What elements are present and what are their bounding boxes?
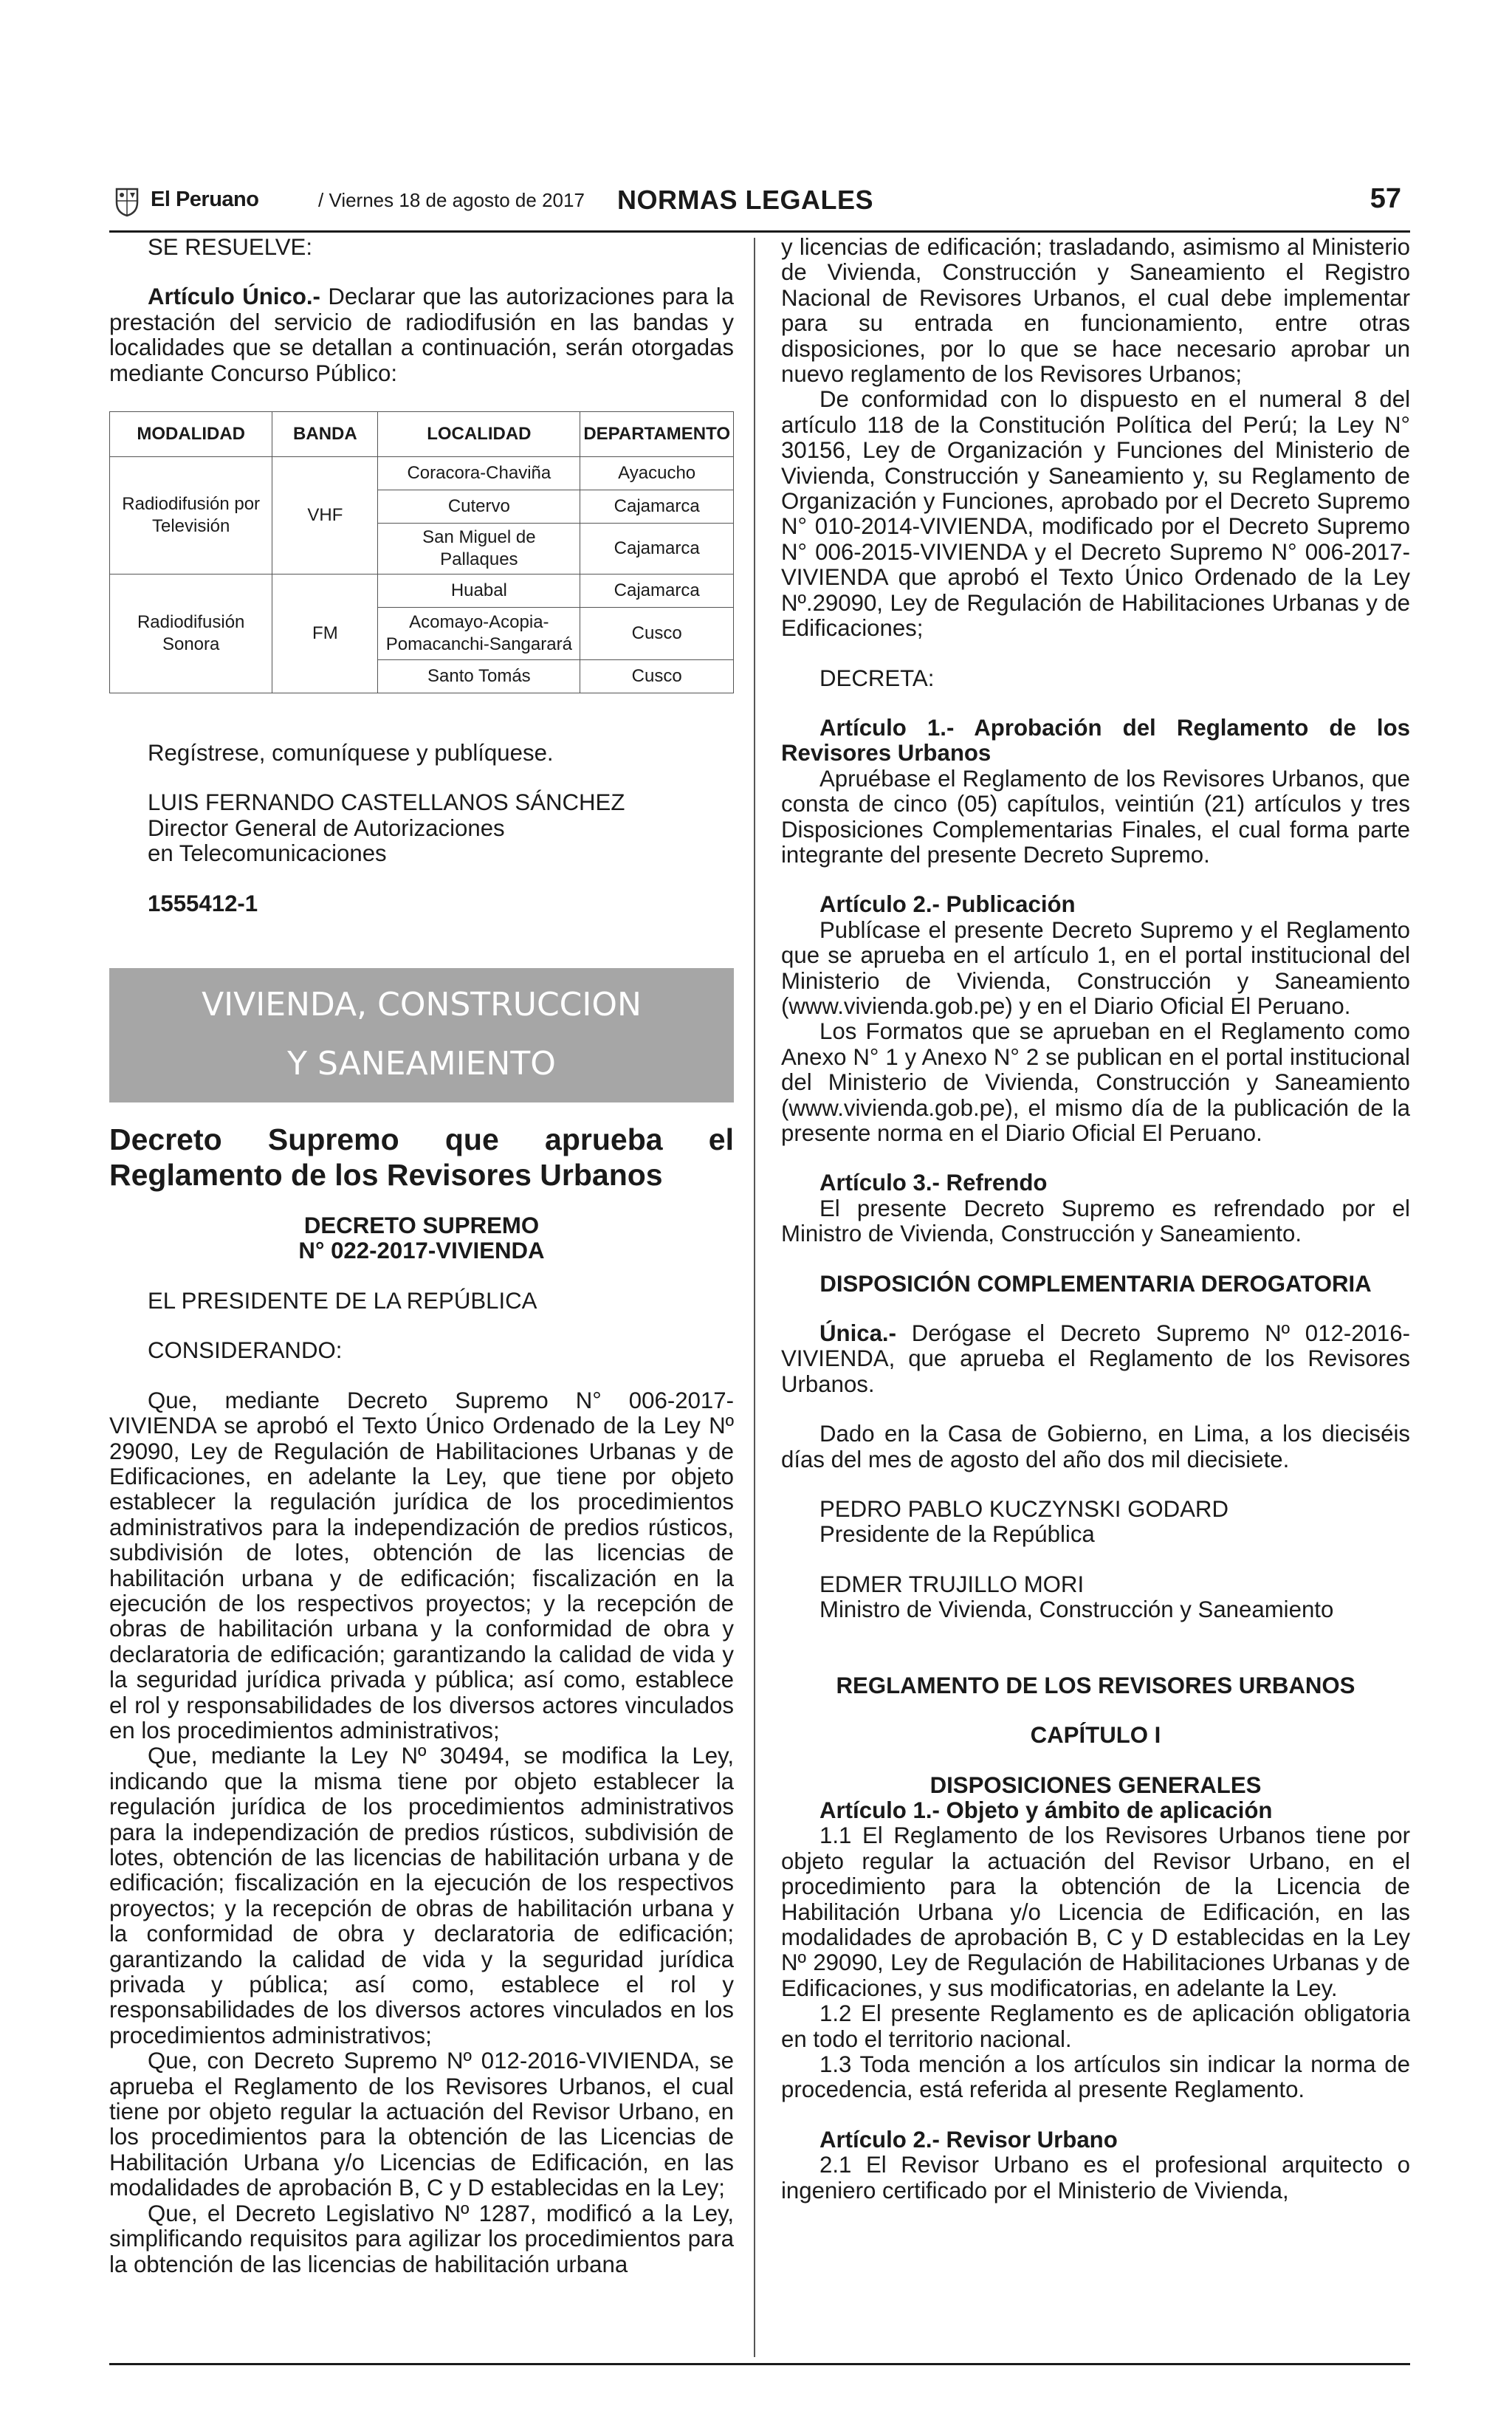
body-paragraph: El presente Decreto Supremo es refrendado por el Ministro de Vivienda, Construcción y Saneamiento.	[781, 1195, 1410, 1247]
article-title-text: Artículo 2.- Publicación	[819, 891, 1076, 918]
article-title	[781, 1170, 1410, 1196]
th-modalidad: MODALIDAD	[110, 412, 272, 457]
cell-departamento: Cusco	[580, 608, 734, 660]
signer-title: en Telecomunicaciones	[148, 840, 387, 867]
article-title-text: Artículo 2.- Revisor Urbano	[819, 2126, 1118, 2153]
cell-departamento: Cusco	[580, 660, 734, 693]
cell-departamento: Cajamarca	[580, 524, 734, 575]
decreto-title	[109, 1213, 734, 1238]
signer-title: Ministro de Vivienda, Construcción y Saneamiento	[819, 1597, 1334, 1623]
unica-text: Derógase el Decreto Supremo Nº 012-2016-VIVIENDA, que aprueba el Reglamento de los Revisores Urbanos.	[781, 1320, 1410, 1397]
cell-localidad: San Miguel de Pallaques	[378, 524, 580, 575]
cell-departamento: Cajamarca	[580, 575, 734, 608]
article-headline	[109, 1122, 734, 1193]
cell-banda: FM	[272, 575, 378, 693]
decreta-heading: DECRETA:	[819, 665, 935, 691]
unica-label: Única.-	[819, 1320, 896, 1347]
disposiciones-heading	[781, 1773, 1410, 1798]
radio-table	[109, 411, 734, 693]
article-title	[781, 892, 1410, 917]
decreto-number-text: N° 022-2017-VIVIENDA	[298, 1238, 545, 1264]
coat-of-arms-icon	[114, 186, 140, 217]
right-column	[781, 235, 1410, 2203]
body-paragraph: 1.2 El presente Reglamento es de aplicación obligatoria en todo el territorio nacional.	[781, 2000, 1410, 2052]
body-paragraph: Apruébase el Reglamento de los Revisores Urbanos, que consta de cinco (05) capítulos, veintiún (21) artículos y tres Disposiciones Complementarias Finales, el cual forma parte integrante del presente Decreto Supremo.	[781, 765, 1410, 868]
cell-departamento: Ayacucho	[580, 457, 734, 490]
disposition-heading-text: DISPOSICIÓN COMPLEMENTARIA DEROGATORIA	[819, 1270, 1372, 1297]
considerando-paragraph: Que, con Decreto Supremo Nº 012-2016-VIVIENDA, se aprueba el Reglamento de los Revisores Urbanos, el cual tiene por objeto regular la actuación del Revisor Urbano, en los procedimientos para la obtención de las Licencias de Habilitación Urbana y/o Licencias de Edificación, en las modalidades de aprobación B, C y D establecidas en la Ley;	[109, 2048, 734, 2201]
article-title-text: Artículo 1.- Aprobación del Reglamento de los Revisores Urbanos	[781, 714, 1410, 766]
signer-name: LUIS FERNANDO CASTELLANOS SÁNCHEZ	[148, 789, 625, 816]
articulo-unico-text: Declarar que las autorizaciones para la prestación del servicio de radiodifusión en las bandas y localidades que se detallan a continuación, serán otorgadas mediante Concurso Público:	[109, 284, 735, 386]
cell-departamento: Cajamarca	[580, 490, 734, 524]
body-paragraph: Los Formatos que se aprueban en el Reglamento como Anexo N° 1 y Anexo N° 2 se publican en el portal institucional del Ministerio de Vivienda, Construcción y Saneamiento (www.vivienda.gob.pe), el mismo día de la publicación de la presente norma en el Diario Oficial El Peruano.	[781, 1018, 1410, 1146]
cell-localidad: Huabal	[378, 575, 580, 608]
publication-code	[109, 891, 734, 916]
body-paragraph: 1.1 El Reglamento de los Revisores Urbanos tiene por objeto regular la actuación del Revisor Urbano, en el procedimiento para la obtención de la Licencia de Habilitación Urbana y/o Licencia de Edificación, en las modalidades de aprobación B, C y D establecidas en la Ley Nº 29090, Ley de Regulación de Habilitaciones Urbanas y de Edificaciones, y sus modificatorias, en adelante la Ley.	[781, 1822, 1410, 2001]
publication-code-text: 1555412-1	[148, 890, 258, 916]
articulo-unico	[109, 284, 734, 386]
article-title	[781, 1798, 1410, 1823]
th-departamento: DEPARTAMENTO	[580, 412, 734, 457]
resuelve-heading: SE RESUELVE:	[148, 234, 313, 260]
reglamento-heading-text: REGLAMENTO DE LOS REVISORES URBANOS	[836, 1672, 1355, 1698]
page-header	[109, 183, 1410, 224]
unica-paragraph	[781, 1321, 1410, 1397]
disposition-heading	[781, 1272, 1410, 1297]
th-localidad: LOCALIDAD	[378, 412, 580, 457]
issue-date: / Viernes 18 de agosto de 2017	[318, 189, 585, 211]
page-number: 57	[1370, 183, 1401, 214]
cell-banda: VHF	[272, 457, 378, 575]
th-banda: BANDA	[272, 412, 378, 457]
articulo-unico-label: Artículo Único.-	[148, 284, 320, 310]
body-paragraph: Publícase el presente Decreto Supremo y el Reglamento que se aprueba en el artículo 1, en el portal institucional del Ministerio de Vivienda, Construcción y Saneamiento (www.vivienda.gob.pe) y en el Diario Oficial El Peruano.	[781, 916, 1410, 1019]
header-rule	[109, 230, 1410, 233]
body-paragraph: y licencias de edificación; trasladando, asimismo al Ministerio de Vivienda, Construcción y Saneamiento el Registro Nacional de Revisores Urbanos, el cual debe implementar para su entrada en funcionamiento, entre otras disposiciones, por lo que se hace necesario aprobar un nuevo reglamento de los Revisores Urbanos;	[781, 234, 1410, 388]
cell-localidad: Santo Tomás	[378, 660, 580, 693]
article-title-text: Artículo 3.- Refrendo	[819, 1170, 1048, 1196]
considerando-paragraph: Que, el Decreto Legislativo Nº 1287, modificó a la Ley, simplificando requisitos para agilizar los procedimientos para la obtención de las licencias de habilitación urbana	[109, 2200, 734, 2277]
banner-line: VIVIENDA, CONSTRUCCION	[202, 986, 642, 1024]
cell-localidad: Cutervo	[378, 490, 580, 524]
capitulo-heading-text: CAPÍTULO I	[1030, 1722, 1161, 1749]
section-banner	[109, 968, 734, 1102]
cell-modalidad: Radiodifusión Sonora	[110, 575, 272, 693]
considerando-heading: CONSIDERANDO:	[148, 1337, 343, 1364]
headline-line: Reglamento de los Revisores Urbanos	[109, 1158, 663, 1193]
section-title: NORMAS LEGALES	[617, 185, 874, 215]
cell-localidad: Acomayo-Acopia-Pomacanchi-Sangarará	[378, 608, 580, 660]
signer-title: Presidente de la República	[819, 1521, 1095, 1548]
presidente-heading: EL PRESIDENTE DE LA REPÚBLICA	[148, 1287, 537, 1314]
body-paragraph: De conformidad con lo dispuesto en el numeral 8 del artículo 118 de la Constitución Política del Perú; la Ley N° 30156, Ley de Organización y Funciones del Ministerio de Vivienda, Construcción y Saneamiento y, su Reglamento de Organización y Funciones, aprobado por el Decreto Supremo N° 010-2014-VIVIENDA, modificado por el Decreto Supremo N° 006-2015-VIVIENDA y el Decreto Supremo N° 006-2017-VIVIENDA que aprobó el Texto Único Ordenado de la Ley Nº.29090, Ley de Regulación de Habilitaciones Urbanas y de Edificaciones;	[781, 386, 1410, 642]
column-divider	[754, 238, 755, 2357]
table-header-row	[110, 412, 734, 457]
article-title	[781, 2127, 1410, 2153]
signer-name: PEDRO PABLO KUCZYNSKI GODARD	[819, 1496, 1228, 1523]
article-title-text: Artículo 1.- Objeto y ámbito de aplicación	[819, 1797, 1273, 1823]
signer-title: Director General de Autorizaciones	[148, 814, 505, 841]
cell-modalidad: Radiodifusión por Televisión	[110, 457, 272, 575]
reglamento-heading	[781, 1673, 1410, 1698]
considerando-paragraph: Que, mediante Decreto Supremo N° 006-2017-VIVIENDA se aprobó el Texto Único Ordenado de la Ley Nº 29090, Ley de Regulación de Habilitaciones Urbanas y de Edificaciones, en adelante la Ley, que tiene por objeto establecer la regulación jurídica de los procedimientos administrativos para la independización de predios rústicos, subdivisión de lotes, obtención de las licencias de habilitación urbana y de edificación; fiscalización en la ejecución de los respectivos proyectos; y la recepción de obras de habilitación urbana y la conformidad de obra y declaratoria de edificación; garantizando la calidad de vida y la seguridad jurídica privada y pública; así como, establece el rol y responsabilidades de los diversos actores vinculados en los procedimientos administrativos;	[109, 1387, 734, 1743]
registrese: Regístrese, comuníquese y publíquese.	[148, 740, 554, 766]
dado-paragraph: Dado en la Casa de Gobierno, en Lima, a los dieciséis días del mes de agosto del año dos mil diecisiete.	[781, 1421, 1410, 1472]
table-row	[110, 575, 734, 608]
cell-localidad: Coracora-Chaviña	[378, 457, 580, 490]
signer-name: EDMER TRUJILLO MORI	[819, 1571, 1085, 1597]
article-title	[781, 716, 1410, 766]
disposiciones-heading-text: DISPOSICIONES GENERALES	[929, 1772, 1262, 1798]
decreto-number	[109, 1238, 734, 1263]
body-paragraph: 2.1 El Revisor Urbano es el profesional arquitecto o ingeniero certificado por el Ministerio de Vivienda,	[781, 2152, 1410, 2203]
banner-line: Y SANEAMIENTO	[287, 1045, 556, 1083]
decreto-title-text: DECRETO SUPREMO	[303, 1213, 540, 1239]
capitulo-heading	[781, 1723, 1410, 1748]
table-row	[110, 457, 734, 490]
headline-line: Decreto Supremo que aprueba el	[109, 1122, 734, 1157]
footer-rule	[109, 2363, 1410, 2365]
considerando-paragraph: Que, mediante la Ley Nº 30494, se modifica la Ley, indicando que la misma tiene por objeto establecer la regulación jurídica de los procedimientos administrativos para la independización de predios rústicos, subdivisión de lotes, obtención de las licencias de habilitación urbana y de edificación; fiscalización en la ejecución de los respectivos proyectos; y la recepción de obras de habilitación urbana y la conformidad de obra y declaratoria de edificación; garantizando la calidad de vida y la seguridad jurídica privada y pública; así como, establece el rol y responsabilidades de los diversos actores vinculados en los procedimientos administrativos;	[109, 1743, 734, 2048]
newspaper-brand: El Peruano	[151, 188, 259, 211]
body-paragraph: 1.3 Toda mención a los artículos sin indicar la norma de procedencia, está referida al presente Reglamento.	[781, 2051, 1410, 2103]
left-column	[109, 235, 734, 2277]
